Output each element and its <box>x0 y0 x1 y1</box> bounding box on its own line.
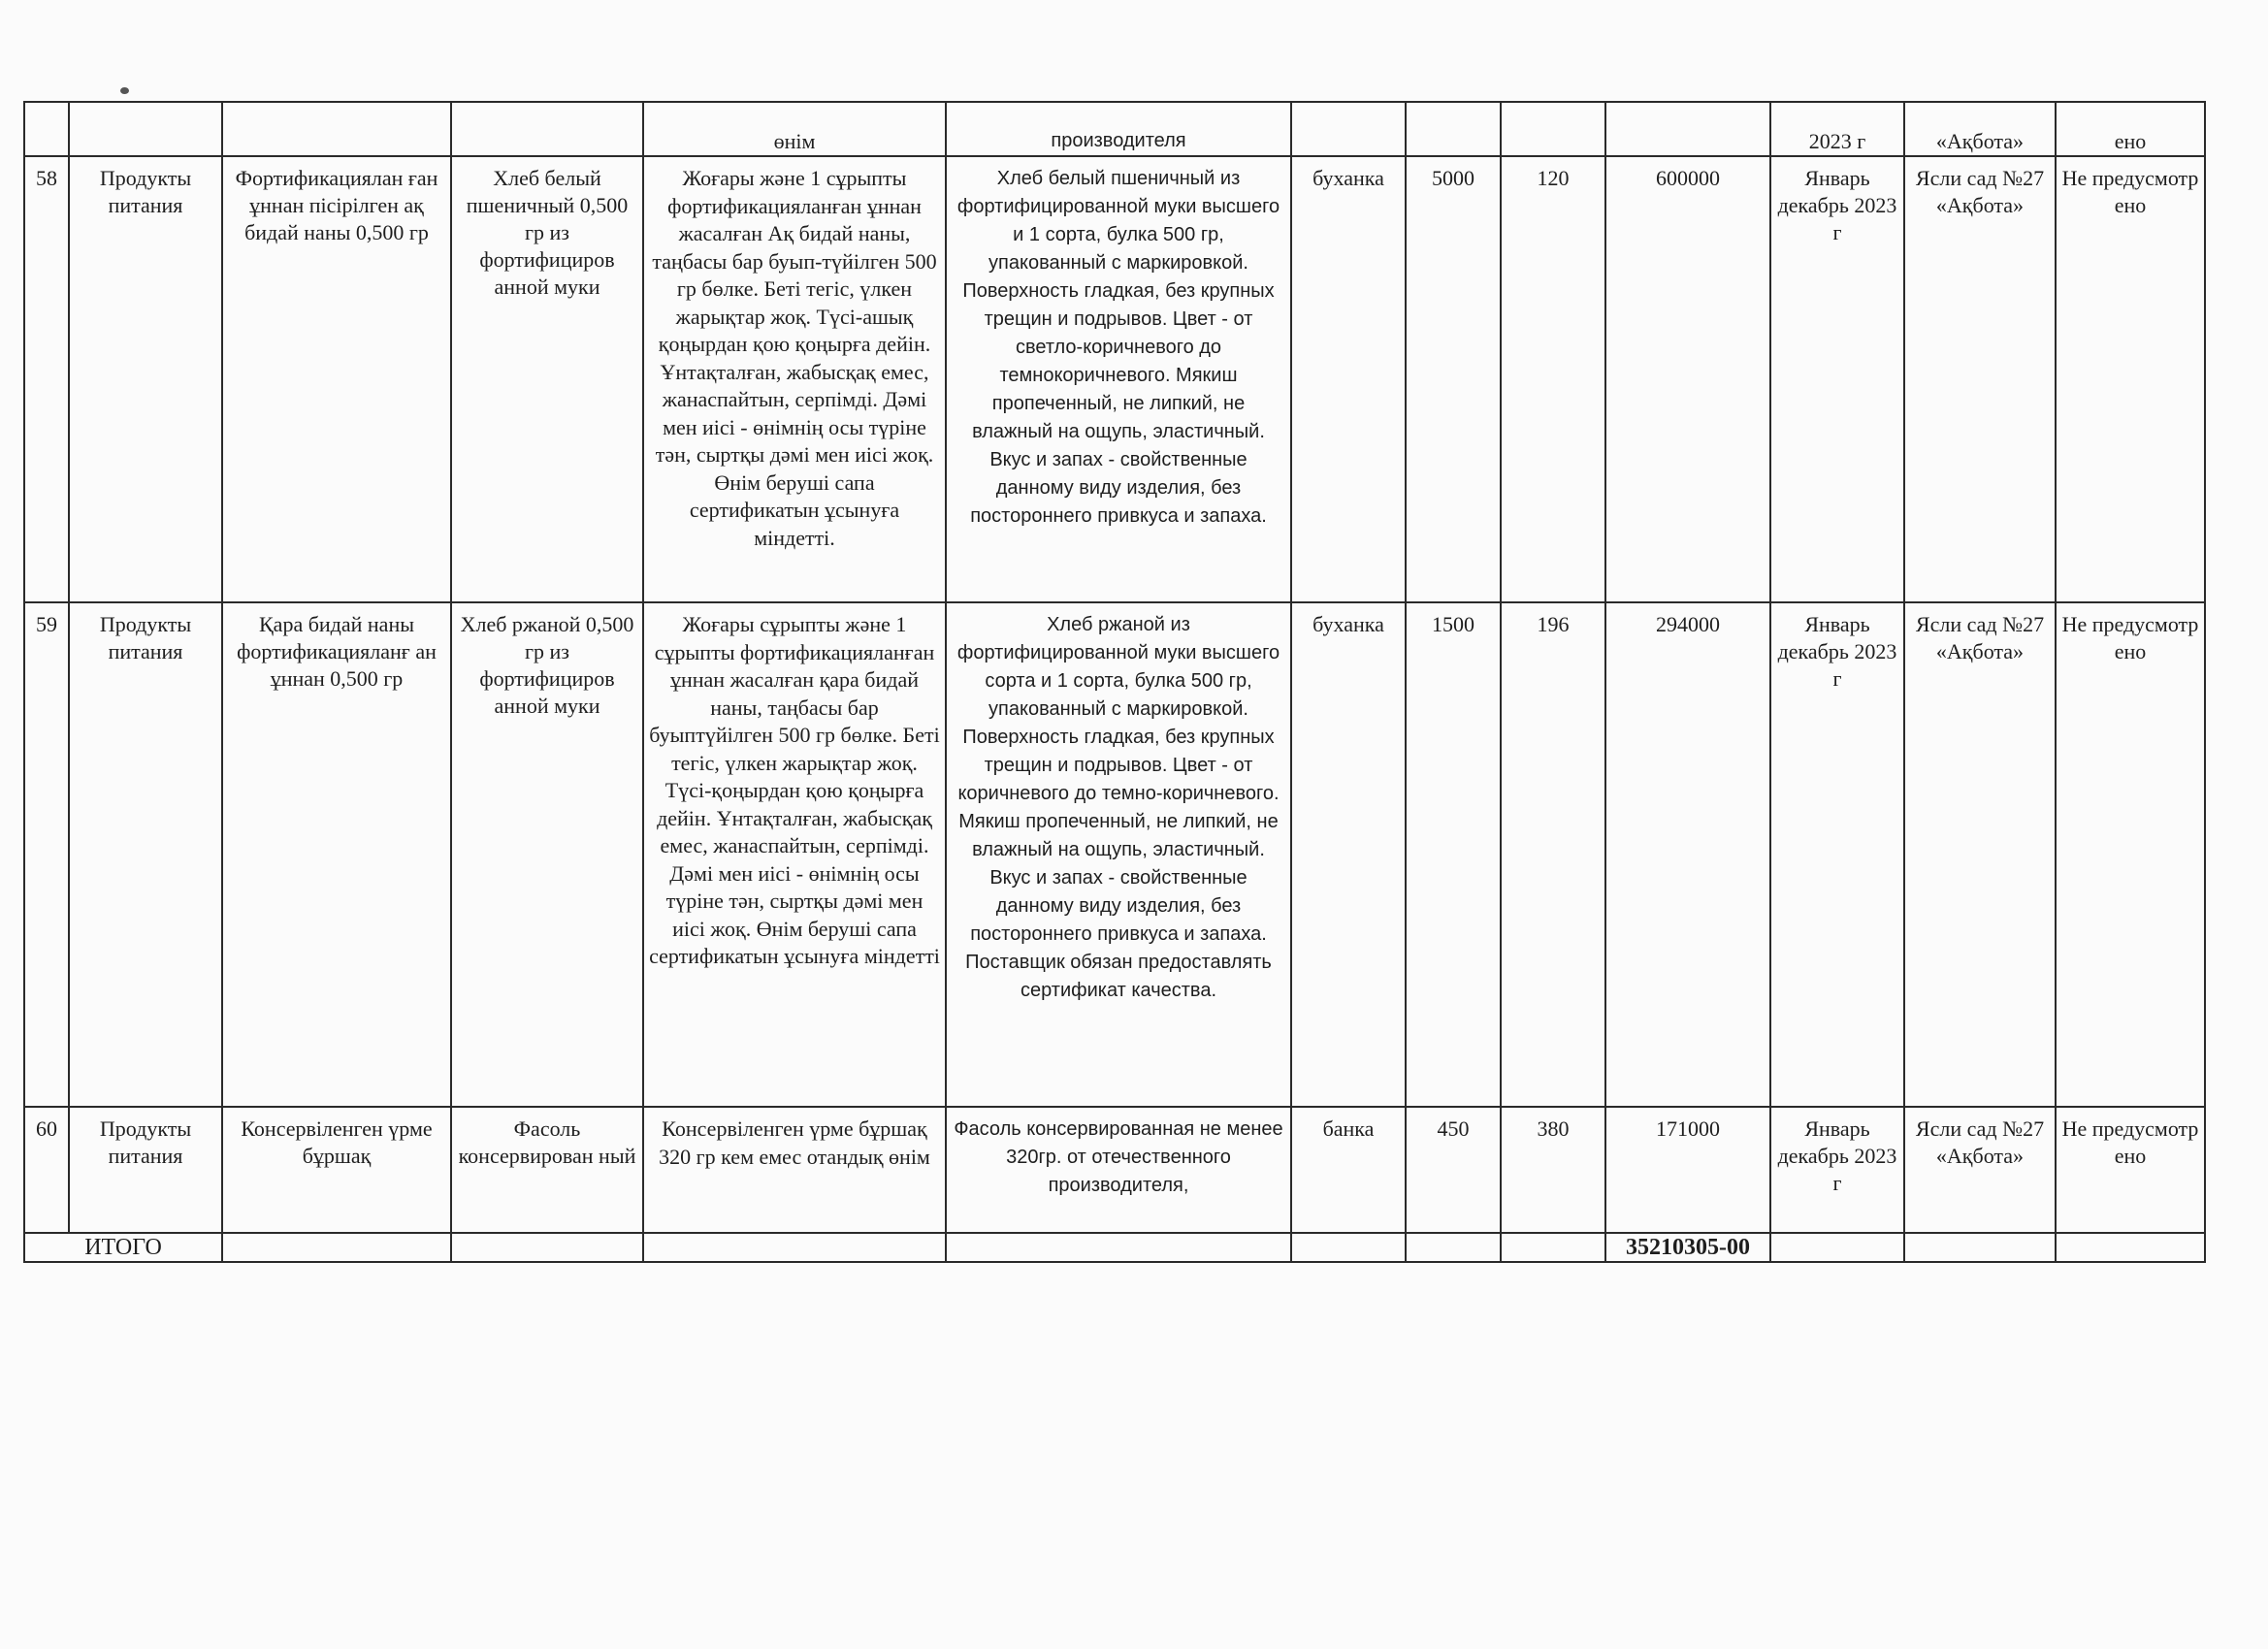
sum-cell: 600000 <box>1605 156 1770 602</box>
name-kz-cell: Консервіленген үрме бұршақ <box>222 1107 451 1233</box>
table-row-continued <box>24 102 2205 156</box>
advance-cell: Не предусмотр ено <box>2056 1107 2205 1233</box>
desc-kz-cell: өнім <box>643 102 946 156</box>
name-ru-cell: Хлеб белый пшеничный 0,500 гр из фортифициров анной муки <box>451 156 643 602</box>
category-cell: Продукты питания <box>69 1107 222 1233</box>
desc-ru-cell: Хлеб белый пшеничный из фортифицированной муки высшего и 1 сорта, булка 500 гр, упакованный с маркировкой. Поверхность гладкая, без крупных трещин и подрывов. Цвет - от светло-коричневого до темнокоричневого. Мякиш пропеченный, не липкий, не влажный на ощупь, эластичный. Вкус и запах - свойственные данному виду изделия, без постороннего привкуса и запаха. <box>946 156 1291 602</box>
desc-ru-cell: производителя <box>946 102 1291 156</box>
sum-cell: 171000 <box>1605 1107 1770 1233</box>
desc-ru-cell: Хлеб ржаной из фортифицированной муки высшего сорта и 1 сорта, булка 500 гр, упакованный с маркировкой. Поверхность гладкая, без крупных трещин и подрывов. Цвет - от коричневого до темно-коричневого. Мякиш пропеченный, не липкий, не влажный на ощупь, эластичный. Вкус и запах - свойственные данному виду изделия, без постороннего привкуса и запаха. Поставщик обязан предоставлять сертификат качества. <box>946 602 1291 1107</box>
total-row <box>24 1233 2205 1262</box>
category-cell: Продукты питания <box>69 156 222 602</box>
table-row <box>24 602 2205 1107</box>
table-row <box>24 156 2205 602</box>
sum-cell: 294000 <box>1605 602 1770 1107</box>
price-cell: 380 <box>1501 1107 1605 1233</box>
price-cell: 120 <box>1501 156 1605 602</box>
row-number: 58 <box>24 156 69 602</box>
name-kz-cell: Фортификациялан ған ұннан пісірілген ақ бидай наны 0,500 гр <box>222 156 451 602</box>
name-ru-cell: Фасоль консервирован ный <box>451 1107 643 1233</box>
period-cell: Январь декабрь 2023 г <box>1770 156 1904 602</box>
price-cell: 196 <box>1501 602 1605 1107</box>
desc-kz-cell: Жоғары және 1 сұрыпты фортификацияланған ұннан жасалған Ақ бидай наны, таңбасы бар буып-түйілген 500 гр бөлке. Беті тегіс, үлкен жарықтар жоқ. Түсі-ашық қоңырдан қою қоңырға дейін. Ұнтақталған, жабысқақ емес, жанаспайтын, серпімді. Дәмі мен иісі - өнімнің осы түріне тән, сыртқы дәмі мен иісі жоқ. Өнім беруші сапа сертификатын ұсынуға міндетті. <box>643 156 946 602</box>
qty-cell: 1500 <box>1406 602 1501 1107</box>
scan-speck <box>120 87 129 94</box>
advance-cell: ено <box>2056 102 2205 156</box>
advance-cell: Не предусмотр ено <box>2056 602 2205 1107</box>
category-cell: Продукты питания <box>69 602 222 1107</box>
customer-cell: Ясли сад №27 «Ақбота» <box>1904 602 2056 1107</box>
table-row <box>24 1107 2205 1233</box>
period-cell: Январь декабрь 2023 г <box>1770 602 1904 1107</box>
desc-kz-cell: Консервіленген үрме бұршақ 320 гр кем емес отандық өнім <box>643 1107 946 1233</box>
total-label: ИТОГО <box>24 1233 222 1262</box>
advance-cell: Не предусмотр ено <box>2056 156 2205 602</box>
name-kz-cell: Қара бидай наны фортификацияланғ ан ұннан 0,500 гр <box>222 602 451 1107</box>
qty-cell: 5000 <box>1406 156 1501 602</box>
unit-cell: банка <box>1291 1107 1406 1233</box>
unit-cell: буханка <box>1291 602 1406 1107</box>
row-number: 59 <box>24 602 69 1107</box>
period-cell: Январь декабрь 2023 г <box>1770 1107 1904 1233</box>
unit-cell: буханка <box>1291 156 1406 602</box>
total-sum: 35210305-00 <box>1605 1233 1770 1262</box>
customer-cell: Ясли сад №27 «Ақбота» <box>1904 1107 2056 1233</box>
name-ru-cell: Хлеб ржаной 0,500 гр из фортифициров анной муки <box>451 602 643 1107</box>
procurement-table <box>23 101 2206 1263</box>
desc-ru-cell: Фасоль консервированная не менее 320гр. от отечественного производителя, <box>946 1107 1291 1233</box>
customer-cell: «Ақбота» <box>1904 102 2056 156</box>
customer-cell: Ясли сад №27 «Ақбота» <box>1904 156 2056 602</box>
desc-kz-cell: Жоғары сұрыпты және 1 сұрыпты фортификацияланған ұннан жасалған қара бидай наны, таңбасы бар буыптүйілген 500 гр бөлке. Беті тегіс, үлкен жарықтар жоқ. Түсі-қоңырдан қою қоңырға дейін. Ұнтақталған, жабысқақ емес, жанаспайтын, серпімді. Дәмі мен иісі - өнімнің осы түріне тән, сыртқы дәмі мен иісі жоқ. Өнім беруші сапа сертификатын ұсынуға міндетті <box>643 602 946 1107</box>
qty-cell: 450 <box>1406 1107 1501 1233</box>
period-cell: 2023 г <box>1770 102 1904 156</box>
row-number: 60 <box>24 1107 69 1233</box>
